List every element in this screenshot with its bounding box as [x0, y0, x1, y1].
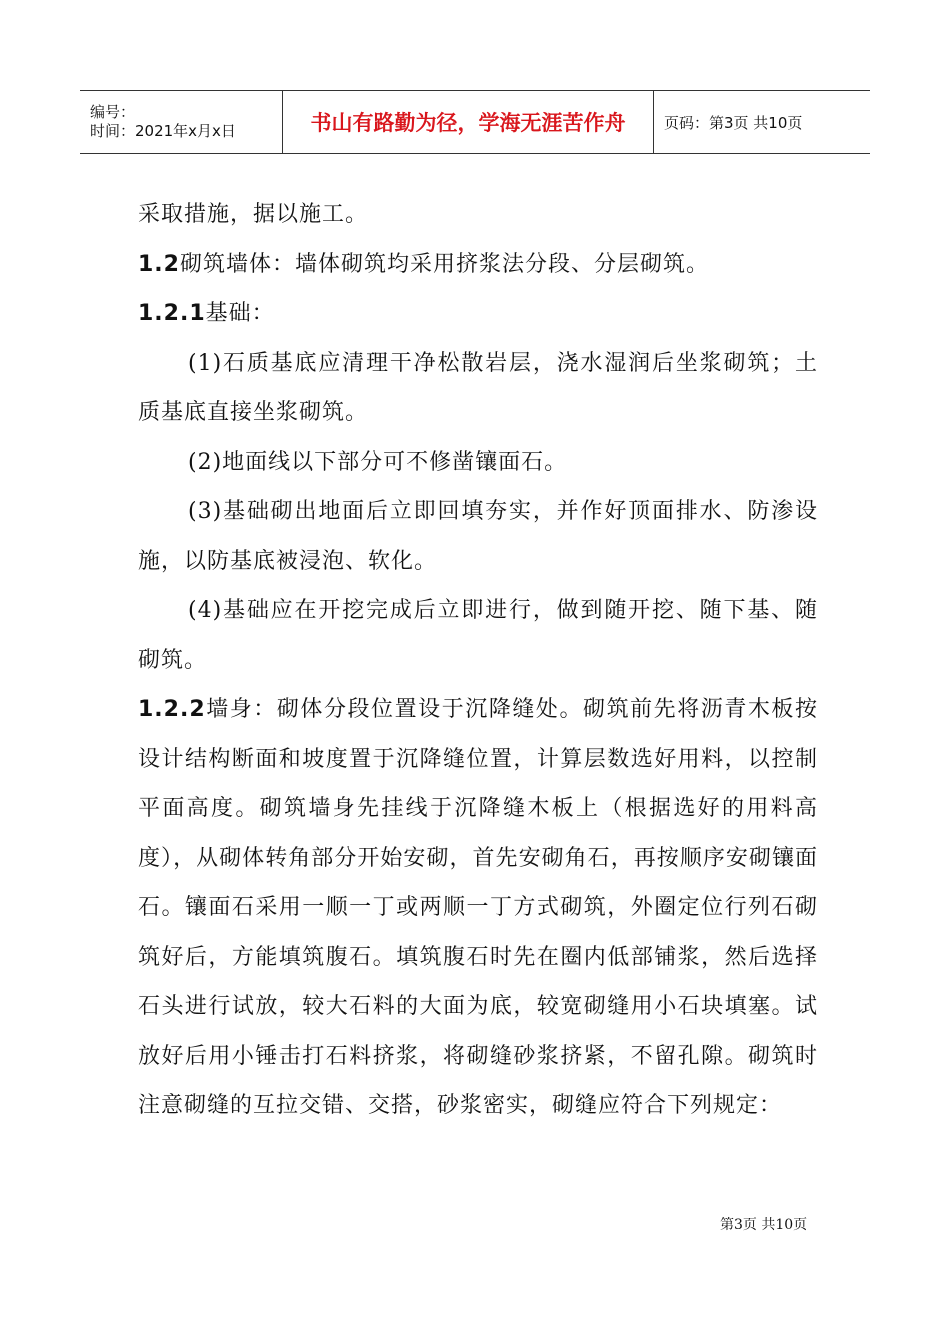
header-motto: 书山有路勤为径，学海无涯苦作舟: [282, 91, 654, 153]
list-item-4: [138, 586, 818, 685]
document-number-label: 编号：: [90, 103, 136, 121]
section-1-2-1: [138, 289, 818, 339]
paragraph-text: (3)基础砌出地面后立即回填夯实，并作好顶面排水、防渗设施，以防基底被浸泡、软化。: [138, 499, 818, 574]
document-body: [138, 190, 818, 1131]
page-footer: 第3页 共10页: [720, 1217, 808, 1233]
page-header: [80, 90, 870, 154]
section-number: 1.2: [138, 251, 180, 277]
list-item-2: [138, 438, 818, 488]
paragraph-text: (4)基础应在开挖完成后立即进行，做到随开挖、随下基、随砌筑。: [138, 598, 818, 673]
paragraph-text: 砌筑墙体：墙体砌筑均采用挤浆法分段、分层砌筑。: [179, 251, 709, 277]
paragraph-text: 墙身：砌体分段位置设于沉降缝处。砌筑前先将沥青木板按设计结构断面和坡度置于沉降缝位置，计算层数选好用料，以控制平面高度。砌筑墙身先挂线于沉降缝木板上（根据选好的用料高度），从砌体转角部分开始安砌，首先安砌角石，再按顺序安砌镶面石。镶面石采用一顺一丁或两顺一丁方式砌筑，外圈定位行列石砌筑好后，方能填筑腹石。填筑腹石时先在圈内低部铺浆，然后选择石头进行试放，较大石料的大面为底，较宽砌缝用小石块填塞。试放好后用小锤击打石料挤浆，将砌缝砂浆挤紧，不留孔隙。砌筑时注意砌缝的互拉交错、交搭，砂浆密实，砌缝应符合下列规定：: [138, 697, 818, 1118]
header-meta: [80, 91, 282, 153]
document-time: 时间：2021年x月x日: [90, 122, 236, 140]
header-page-info: 页码：第3页 共10页: [664, 113, 803, 132]
paragraph-text: (2)地面线以下部分可不修凿镶面石。: [188, 449, 568, 475]
list-item-3: [138, 487, 818, 586]
section-1-2: [138, 240, 818, 290]
paragraph-text: 采取措施，据以施工。: [138, 202, 369, 227]
paragraph: [138, 190, 818, 240]
section-number: 1.2.2: [138, 697, 206, 722]
list-item-1: [138, 339, 818, 438]
section-number: 1.2.1: [138, 301, 206, 326]
paragraph-text: 基础：: [205, 301, 275, 326]
section-1-2-2: [138, 685, 818, 1131]
paragraph-text: (1)石质基底应清理干净松散岩层，浇水湿润后坐浆砌筑；土质基底直接坐浆砌筑。: [138, 350, 818, 425]
